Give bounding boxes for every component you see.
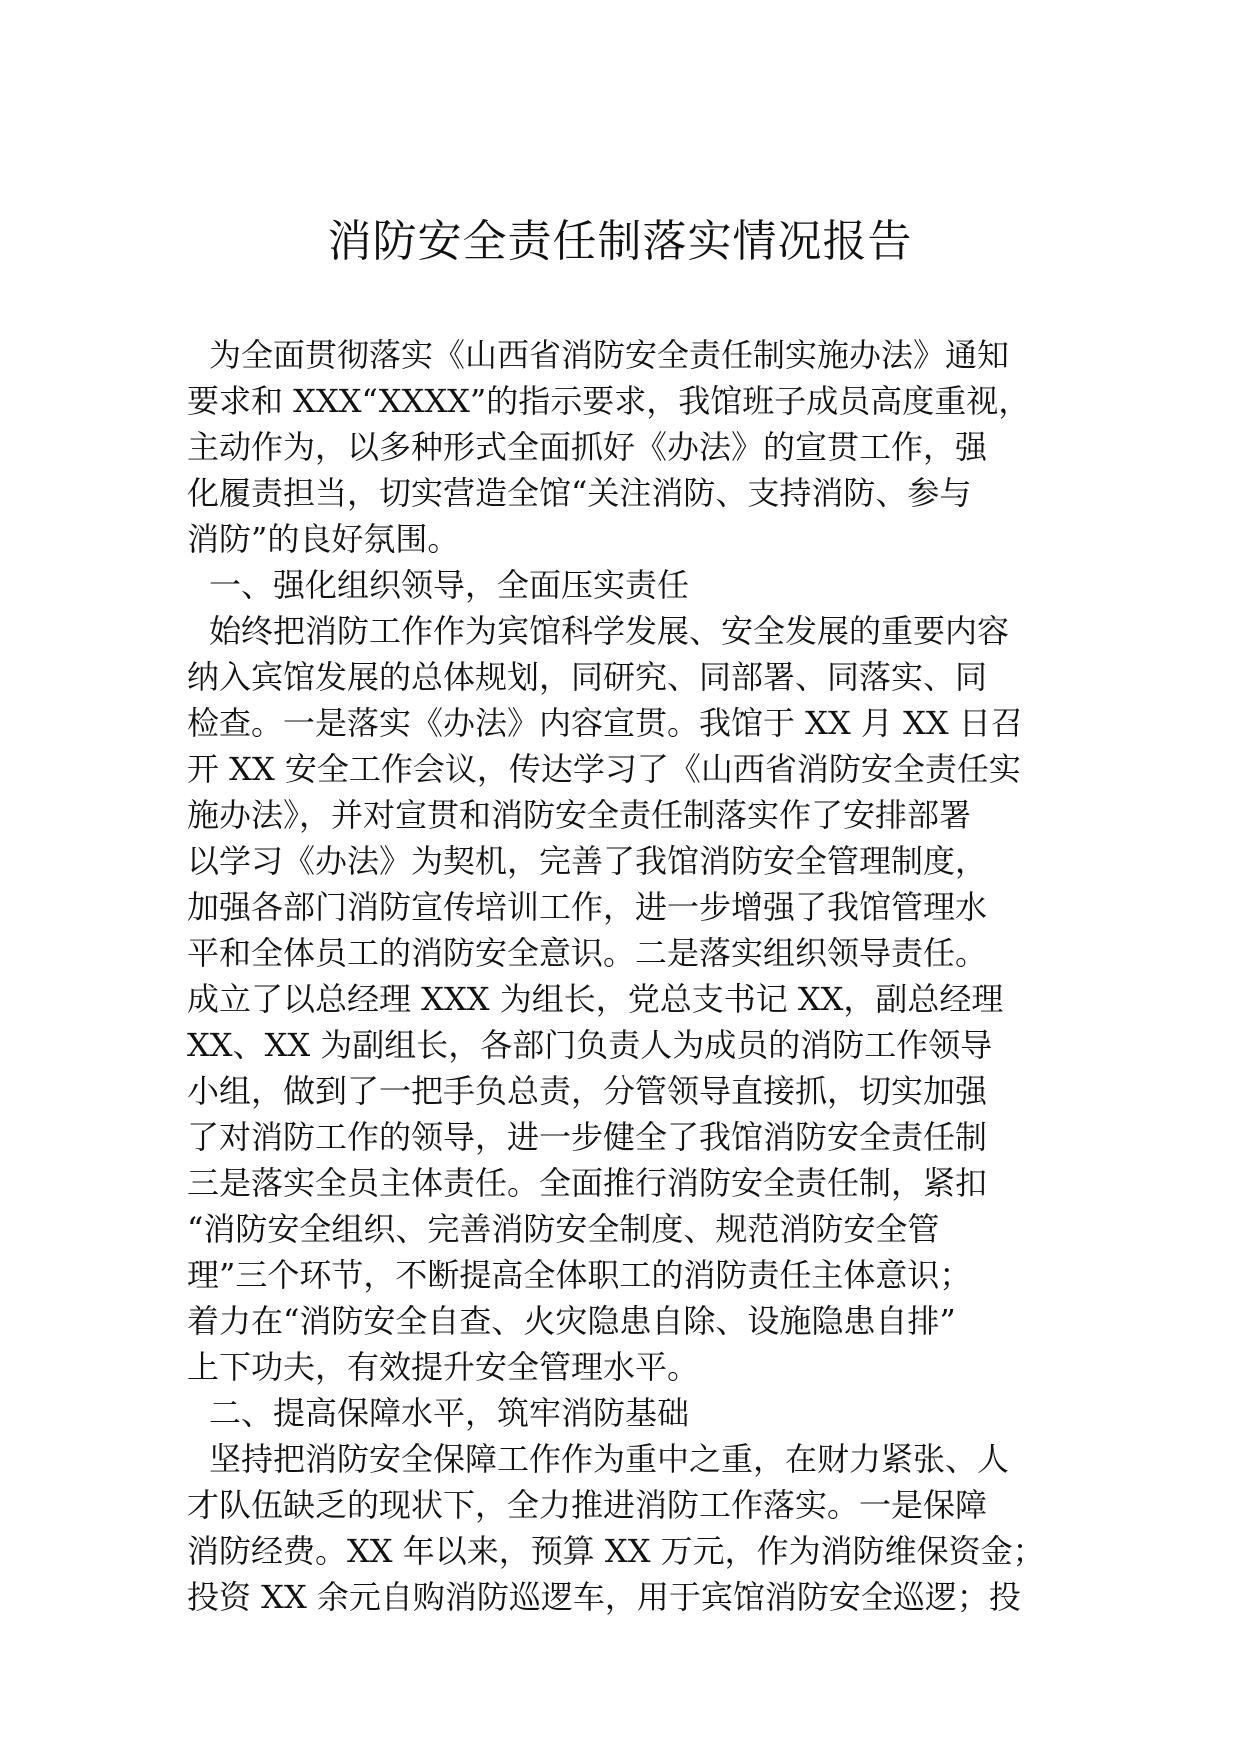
section-heading: 一、强化组织领导，全面压实责任 [209,566,690,604]
body-line: 开 XX 安全工作会议，传达学习了《山西省消防安全责任实 [187,750,1021,788]
body-line: 施办法》，并对宣贯和消防安全责任制落实作了安排部署 [187,796,972,834]
document-body [187,332,1092,1620]
body-line: 主动作为，以多种形式全面抓好《办法》的宣贯工作，强 [187,428,988,466]
body-line: 投资 XX 余元自购消防巡逻车，用于宾馆消防安全巡逻；投 [187,1578,1021,1616]
body-line: 着力在“消防安全自查、火灾隐患自除、设施隐患自排” [187,1302,956,1340]
body-line: 消防”的良好氛围。 [187,520,460,558]
body-line: 加强各部门消防宣传培训工作，进一步增强了我馆管理水 [187,888,988,926]
body-line: 以学习《办法》为契机，完善了我馆消防安全管理制度， [187,842,988,880]
body-line: 化履责担当，切实营造全馆“关注消防、支持消防、参与 [187,474,972,512]
body-line: 上下功夫，有效提升安全管理水平。 [187,1348,700,1386]
body-line: 坚持把消防安全保障工作作为重中之重，在财力紧张、人 [209,1440,1010,1478]
body-line: “消防安全组织、完善消防安全制度、规范消防安全管 [187,1210,940,1248]
body-line: 了对消防工作的领导，进一步健全了我馆消防安全责任制 [187,1118,988,1156]
section-heading: 二、提高保障水平，筑牢消防基础 [209,1394,690,1432]
body-line: XX、XX 为副组长，各部门负责人为成员的消防工作领导 [187,1026,993,1064]
body-line: 检查。一是落实《办法》内容宣贯。我馆于 XX 月 XX 日召 [187,704,1023,742]
body-line: 小组，做到了一把手负总责，分管领导直接抓，切实加强 [187,1072,988,1110]
body-line: 三是落实全员主体责任。全面推行消防安全责任制，紧扣 [187,1164,988,1202]
document-title: 消防安全责任制落实情况报告 [327,216,913,267]
body-line: 为全面贯彻落实《山西省消防安全责任制实施办法》通知 [209,336,1010,374]
body-line: 消防经费。XX 年以来，预算 XX 万元，作为消防维保资金； [187,1532,1045,1570]
body-line: 成立了以总经理 XXX 为组长，党总支书记 XX，副总经理 [187,980,1004,1018]
body-line: 理”三个环节，不断提高全体职工的消防责任主体意识； [187,1256,972,1294]
body-line: 始终把消防工作作为宾馆科学发展、安全发展的重要内容 [209,612,1010,650]
body-line: 要求和 XXX“XXXX”的指示要求，我馆班子成员高度重视， [187,382,1031,420]
body-line: 才队伍缺乏的现状下，全力推进消防工作落实。一是保障 [187,1486,988,1524]
body-line: 平和全体员工的消防安全意识。二是落实组织领导责任。 [187,934,988,972]
body-line: 纳入宾馆发展的总体规划，同研究、同部署、同落实、同 [187,658,988,696]
